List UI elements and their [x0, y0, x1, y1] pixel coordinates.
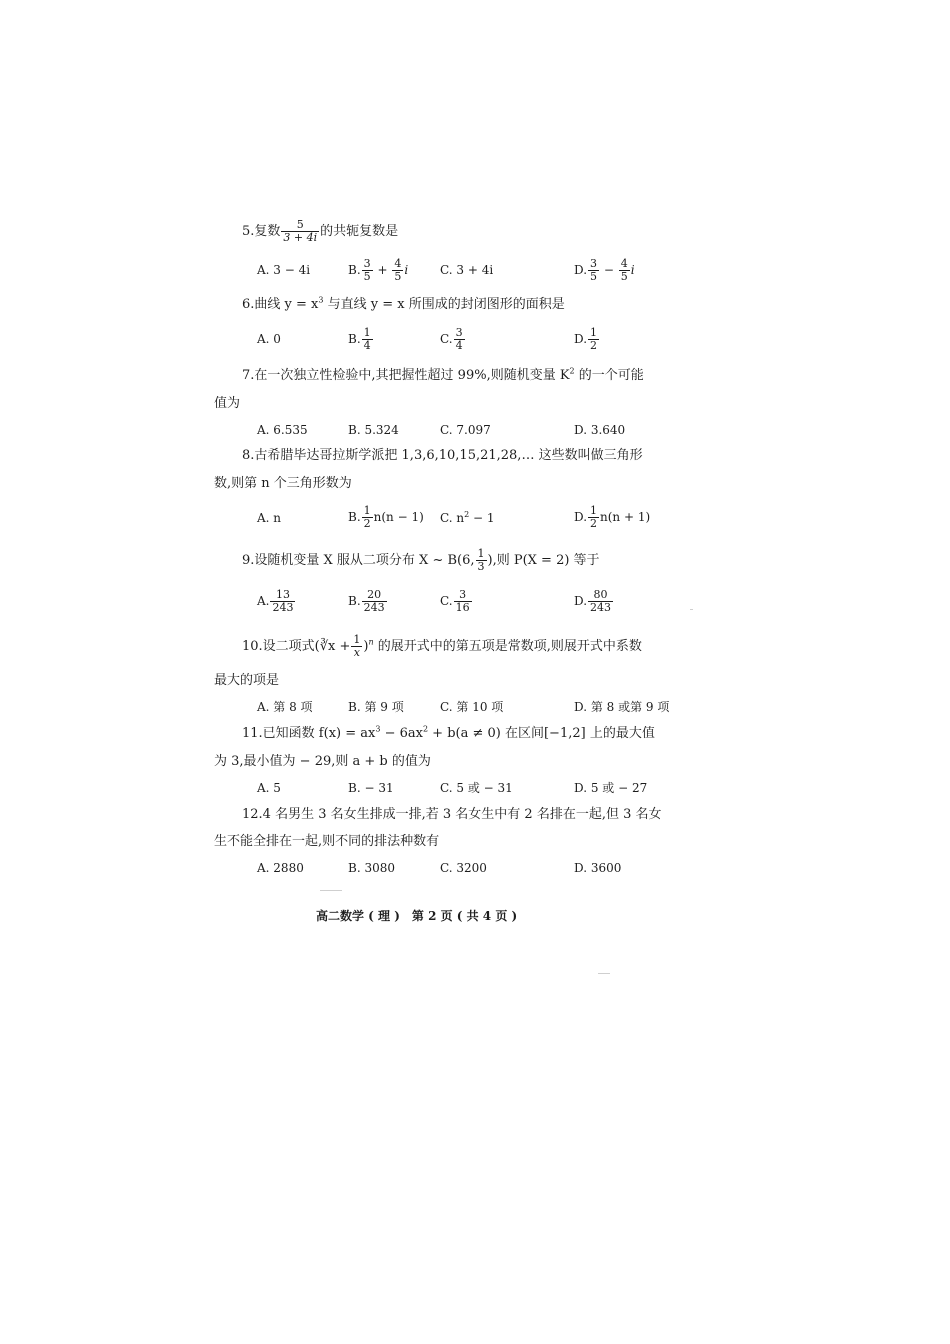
option-5d: D. $\frac{3}{5}$ − $\frac{4}{5}$ i [574, 257, 635, 283]
question-5 [242, 219, 398, 244]
option-10c: C. 第 10 项 [440, 700, 504, 714]
scan-speck [320, 890, 342, 891]
question-10-line-2: 最大的项是 [214, 673, 280, 688]
option-12d: D. 3600 [574, 861, 622, 875]
option-9d: D. $\frac{80}{243}$ [574, 588, 612, 614]
question-8-line-2: 数,则第 n 个三角形数为 [214, 476, 352, 491]
question-9: 9.设随机变量 X 服从二项分布 X ~ B(6, $\frac{1}{3}$ ),则 P(X = 2) 等于 [242, 547, 600, 573]
question-10-line-1: 10.设二项式(∛x + $\frac{1}{x}$ )$^n$ 的展开式中的第五项是常数项,则展开式中系数 [242, 633, 642, 659]
option-12b: B. 3080 [348, 861, 395, 875]
option-5b: B. $\frac{3}{5}$ + $\frac{4}{5}$ i [348, 257, 409, 283]
option-8a: A. n [257, 511, 282, 525]
option-11b: B. − 31 [348, 781, 394, 795]
option-7a: A. 6.535 [257, 423, 308, 437]
option-11c: C. 5 或 − 31 [440, 781, 513, 795]
question-7-line-1: 7.在一次独立性检验中,其把握性超过 99%,则随机变量 $K^2$ 的一个可能 [242, 366, 644, 383]
option-10d: D. 第 8 或第 9 项 [574, 700, 670, 714]
option-6c: C. $\frac{3}{4}$ [440, 326, 463, 352]
question-5-prefix: 5.复数 [242, 224, 281, 239]
question-5-suffix: 的共轭复数是 [320, 224, 399, 239]
option-8b: B. $\frac{1}{2}$ n(n − 1) [348, 504, 424, 530]
option-7b: B. 5.324 [348, 423, 399, 437]
option-8c: C. $n^2 - 1$ [440, 510, 495, 525]
option-11a: A. 5 [257, 781, 281, 795]
question-11-line-1: 11.已知函数 $f(x) = ax^3 - 6ax^2 + b(a \ne 0)$ 在区间[−1,2] 上的最大值 [242, 724, 655, 741]
option-12a: A. 2880 [257, 861, 304, 875]
option-9b: B. $\frac{20}{243}$ [348, 588, 385, 614]
option-9c: C. $\frac{3}{16}$ [440, 588, 470, 614]
question-12-line-1: 12.4 名男生 3 名女生排成一排,若 3 名女生中有 2 名排在一起,但 3 名女 [242, 807, 662, 822]
question-11-line-2: 为 3,最小值为 − 29,则 a + b 的值为 [214, 754, 431, 769]
option-12c: C. 3200 [440, 861, 487, 875]
option-9a: A. $\frac{13}{243}$ [257, 588, 294, 614]
option-5c: C. 3 + 4i [440, 263, 494, 277]
question-7-line-2: 值为 [214, 396, 241, 411]
option-7d: D. 3.640 [574, 423, 626, 437]
question-12-line-2: 生不能全排在一起,则不同的排法种数有 [214, 834, 440, 849]
question-8-line-1: 8.古希腊毕达哥拉斯学派把 1,3,6,10,15,21,28,… 这些数叫做三角形 [242, 448, 643, 463]
option-11d: D. 5 或 − 27 [574, 781, 648, 795]
option-8d: D. $\frac{1}{2}$ n(n + 1) [574, 504, 651, 530]
option-10b: B. 第 9 项 [348, 700, 404, 714]
fraction: $\frac{5}{3 + 4i}$ [283, 218, 318, 244]
option-5a: A. 3 − 4i [257, 263, 311, 277]
option-6a: A. 0 [257, 332, 281, 346]
question-6: 6.曲线 $y = x^3$ 与直线 y = x 所围成的封闭图形的面积是 [242, 295, 565, 312]
option-6b: B. $\frac{1}{4}$ [348, 326, 371, 352]
option-7c: C. 7.097 [440, 423, 491, 437]
option-6d: D. $\frac{1}{2}$ [574, 326, 598, 352]
page-footer: 高二数学 ( 理 ) 第 2 页 ( 共 4 页 ) [316, 909, 518, 923]
scan-speck [598, 973, 610, 974]
scan-speck [690, 609, 693, 610]
option-10a: A. 第 8 项 [257, 700, 313, 714]
